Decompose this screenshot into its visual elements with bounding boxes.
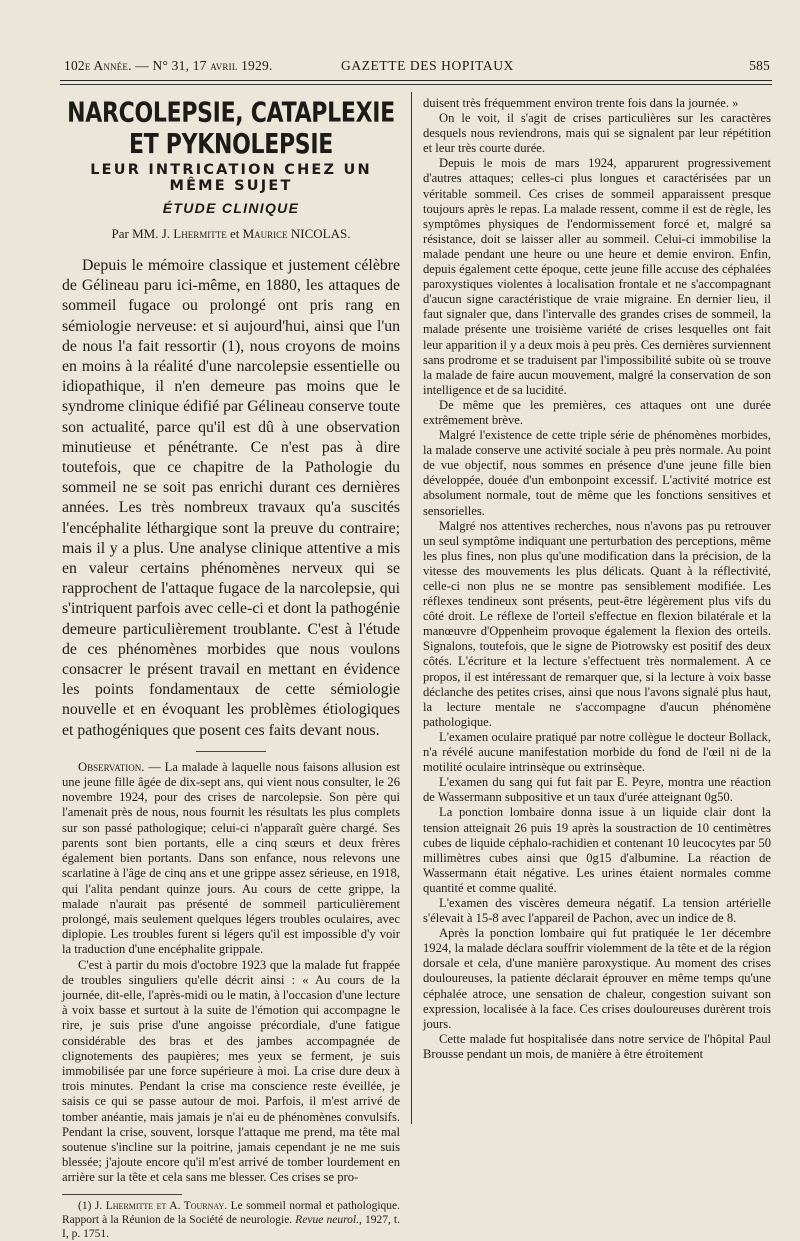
right-paragraph: L'examen du sang qui fut fait par E. Peyre, montra une réaction de Wassermann subpositive et un taux d'urée atteignant 0g50.	[423, 775, 771, 805]
footnote-journal: Revue neurol.	[295, 1213, 359, 1226]
authors-line	[62, 226, 400, 242]
footnote	[62, 1199, 400, 1241]
author-nicolas: NICOLAS.	[287, 226, 351, 241]
right-paragraph: L'examen oculaire pratiqué par notre collègue le docteur Bollack, n'a révélé aucune manifestation morbide du fond de l'œil ni de la motilité oculaire intrinsèque ou extrinsèque.	[423, 729, 771, 775]
footnote-title: Le sommeil normal et pathologique. Rapport à la Réunion de la Société de neurologie.	[62, 1199, 401, 1226]
journal-name: GAZETTE DES HOPITAUX	[341, 58, 514, 73]
footnote-number: (1) J.	[78, 1199, 106, 1212]
right-paragraph: On le voit, il s'agit de crises particulières sur les caractères desquels nous reviendrons, mais qui se signalent par leur répétition et leur très courte durée.	[423, 111, 771, 156]
header-rule	[60, 80, 772, 81]
october-paragraph: C'est à partir du mois d'octobre 1923 que la malade fut frappée de troubles singuliers qu'elle décrit ainsi : « Au cours de la journée, dit-elle, l'après-midi ou le matin, à l'occasion d'une lecture à voix basse et surtout à la suite de l'émotion qui accompagne le rire, je suis prise d'une angoisse précordiale, d'une fatigue considérable des bras et des jambes accompagnée de clignotements des paupières; mes yeux se ferment, je suis immobilisée par une force supérieure à moi. La crise dure deux à trois minutes. Pendant la crise ma conscience reste éveillée, je saisis ce qui se passe autour de moi. Parfois, il m'est arrivé de tomber anéantie, mais jamais je n'ai eu de phénomènes convulsifs. Pendant la crise, souvent, lorsque l'attaque me prend, ma tête mal soutenue s'incline sur la poitrine, jamais cependant je ne me suis blessée; j'ajoute encore qu'il m'est arrivé de tomber lourdement en arrière sur la tête et cela sans me blesser. Ces crises se pro-	[62, 957, 400, 1185]
header-rule-thin	[60, 84, 772, 85]
section-separator	[196, 751, 266, 752]
right-paragraph: La ponction lombaire donna issue à un liquide clair dont la tension atteignait 26 puis 19 après la soustraction de 10 centimètres cubes de liquide céphalo-rachidien et contenant 10 leucocytes par 50 millimètres cubes ainsi que 0g15 d'albumine. La réaction de Wassermann était négative. Les urines étaient normales comme quantité et comme qualité.	[423, 805, 771, 895]
page-header	[58, 52, 772, 76]
observation-paragraph	[62, 760, 400, 958]
right-paragraph: De même que les premières, ces attaques ont une durée extrêmement brève.	[423, 397, 771, 427]
article-subtitle: LEUR INTRICATION CHEZ UN MÊME SUJET	[90, 162, 372, 194]
right-paragraph: duisent très fréquemment environ trente fois dans la journée. »	[423, 96, 739, 110]
left-column	[62, 94, 400, 1241]
footnote-ref: , 1927, t. I, p. 1751.	[62, 1213, 400, 1240]
observation-label: Observation.	[78, 759, 145, 774]
author-first-name: Maurice	[242, 226, 288, 241]
intro-paragraph: Depuis le mémoire classique et justement célèbre de Gélineau paru ici-même, en 1880, les attaques de sommeil fugace ou prolongé ont pris rang en sémiologie nerveuse: et si aujourd'hui, ainsi que l'un de nous l'a fait ressortir (1), nous croyons de moins en moins à la réalité d'une narcolepsie essentielle ou idiopathique, il n'en demeure pas moins que le syndrome clinique édifié par Gélineau conserve toute son actualité, parce qu'il est dû à une observation minutieuse et pénétrante. Ce n'est pas à dire toutefois, que ce chapitre de la Pathologie du sommeil ne se soit pas enrichi durant ces dernières années. Les très nombreux travaux qu'a suscités l'encéphalite léthargique sont la preuve du contraire; mais il y a plus. Une analyse clinique attentive a mis en valeur certains phénomènes nerveux qui se rapprochent de l'attaque fugace de la narcolepsie, qui s'intriquent parfois avec celle-ci et dont la pathogénie demeure particulièrement troublante. C'est à l'étude de ces phénomènes morbides que nous voulons consacrer le présent travail en mettant en évidence les points fondamentaux de cette sémiologie nouvelle et en évoquant les problèmes étiologiques et pathogéniques que posent ces faits devant nous.	[62, 257, 400, 739]
authors-prefix: Par MM. J.	[111, 226, 174, 241]
observation-body	[62, 760, 400, 1186]
right-paragraph: Malgré l'existence de cette triple série de phénomènes morbides, la malade conserve une activité sociale à peu près normale. Au point de vue objectif, nous sommes en présence d'une jeune fille bien développée, douée d'un embonpoint excessif. L'activité motrice est absolument normale, tout de même que les fonctions sensitives et sensorielles.	[423, 428, 771, 518]
authors-middle: et	[226, 226, 243, 241]
right-paragraph: Malgré nos attentives recherches, nous n'avons pas pu retrouver un seul symptôme indiquant une perturbation des perceptions, même les plus fines, non plus qu'une modification dans la précision, de la vitesse des mouvements les plus délicats. Quant à la réflectivité, celle-ci non plus ne se montre pas sensiblement modifiée. Les réflexes tendineux sont présents, peut-être légèrement plus vifs du côté droit. Le réflexe de l'orteil s'effectue en flexion bilatérale et la manœuvre d'Oppenheim provoque également la flexion des orteils. Signalons, toutefois, que le signe de Piotrowsky est positif des deux côtés. L'écriture et la lecture s'effectuent très normalement. A ce propos, il est intéressant de remarquer que, si la lecture à voix basse déclanche des petites crises, ainsi que nous l'avons signalé plus haut, la lecture mentale ne s'accompagne d'aucun phénomène pathologique.	[423, 518, 771, 729]
footnote-authors: Lhermitte et A. Tournay.	[105, 1199, 228, 1212]
page-number: 585	[749, 58, 770, 73]
author-lhermitte: Lhermitte	[173, 226, 227, 241]
right-paragraph: Cette malade fut hospitalisée dans notre service de l'hôpital Paul Brousse pendant un mois, de manière à être étroitement	[423, 1031, 771, 1061]
observation-text: — La malade à laquelle nous faisons allusion est une jeune fille âgée de dix-sept ans, qui vient nous consulter, le 26 novembre 1924, pour des crises de narcolepsie. Son père qui l'amenait près de nous, nous fournit les résultats les plus complets sur son passé pathologique; celui-ci n'apparaît guère chargé. Ses parents sont bien portants, elle a cinq sœurs et deux frères également bien portants. Dans son enfance, nous relevons une scarlatine à l'âge de cinq ans et une grippe assez sérieuse, en 1918, qui l'alita pendant quinze jours. Au cours de cette grippe, la malade n'aurait pas présenté de sommeil particulièrement prolongé, mais seulement quelques légers troubles oculaires, avec diplopie. Les troubles furent si légers qu'il est impossible d'y voir la traduction d'une encéphalite grippale.	[62, 759, 400, 957]
right-column	[423, 96, 771, 1062]
right-paragraph: L'examen des viscères demeura négatif. La tension artérielle s'élevait à 15-8 avec l'appareil de Pachon, avec un indice de 8.	[423, 895, 771, 926]
column-divider	[411, 92, 412, 1124]
article-title: NARCOLEPSIE, CATAPLEXIE ET PYKNOLEPSIE	[67, 97, 395, 161]
right-paragraph: Depuis le mois de mars 1924, apparurent progressivement d'autres attaques; celles-ci plus longues et caractérisées par un véritable sommeil. Ces crises de sommeil apparaissent presque toujours après le repas. La malade ressent, comme il est de règle, les symptômes physiques de l'endormissement forcé et, malgré sa résistance, doit se laisser aller au sommeil. Celui-ci immobilise la malade pendant une heure ou une heure et demie environ. Enfin, depuis également cette époque, cette jeune fille accuse des céphalées paroxystiques violentes à localisation frontale et ne s'accompagnant d'aucun signe caractéristique de vraie migraine. En dernier lieu, il faut signaler que, dans l'intervalle des grandes crises de sommeil, la malade présente une troisième variété de crises lesquelles ont fait leur apparition il y a deux mois à peu près. Ces dernières surviennent sans prodrome et se traduisent par l'impossibilité subite où se trouve la malade de faire aucun mouvement, malgré la conservation de son intelligence et de sa lucidité.	[423, 156, 771, 397]
study-label: ÉTUDE CLINIQUE	[162, 200, 300, 216]
footnote-rule	[62, 1194, 182, 1195]
issue-line: 102e Année. — N° 31, 17 avril 1929.	[64, 58, 273, 73]
right-paragraph: Après la ponction lombaire qui fut pratiquée le 1er décembre 1924, la malade déclara souffrir violemment de la tête et de la région dorsale et cela, d'une manière paroxystique. Au moment des crises douloureuses, la patiente déclarait éprouver en même temps qu'une céphalée atroce, une sensation de chaleur, congestion suivant son expression, localisée à la face. Ces crises douloureuses durèrent trois jours.	[423, 926, 771, 1031]
